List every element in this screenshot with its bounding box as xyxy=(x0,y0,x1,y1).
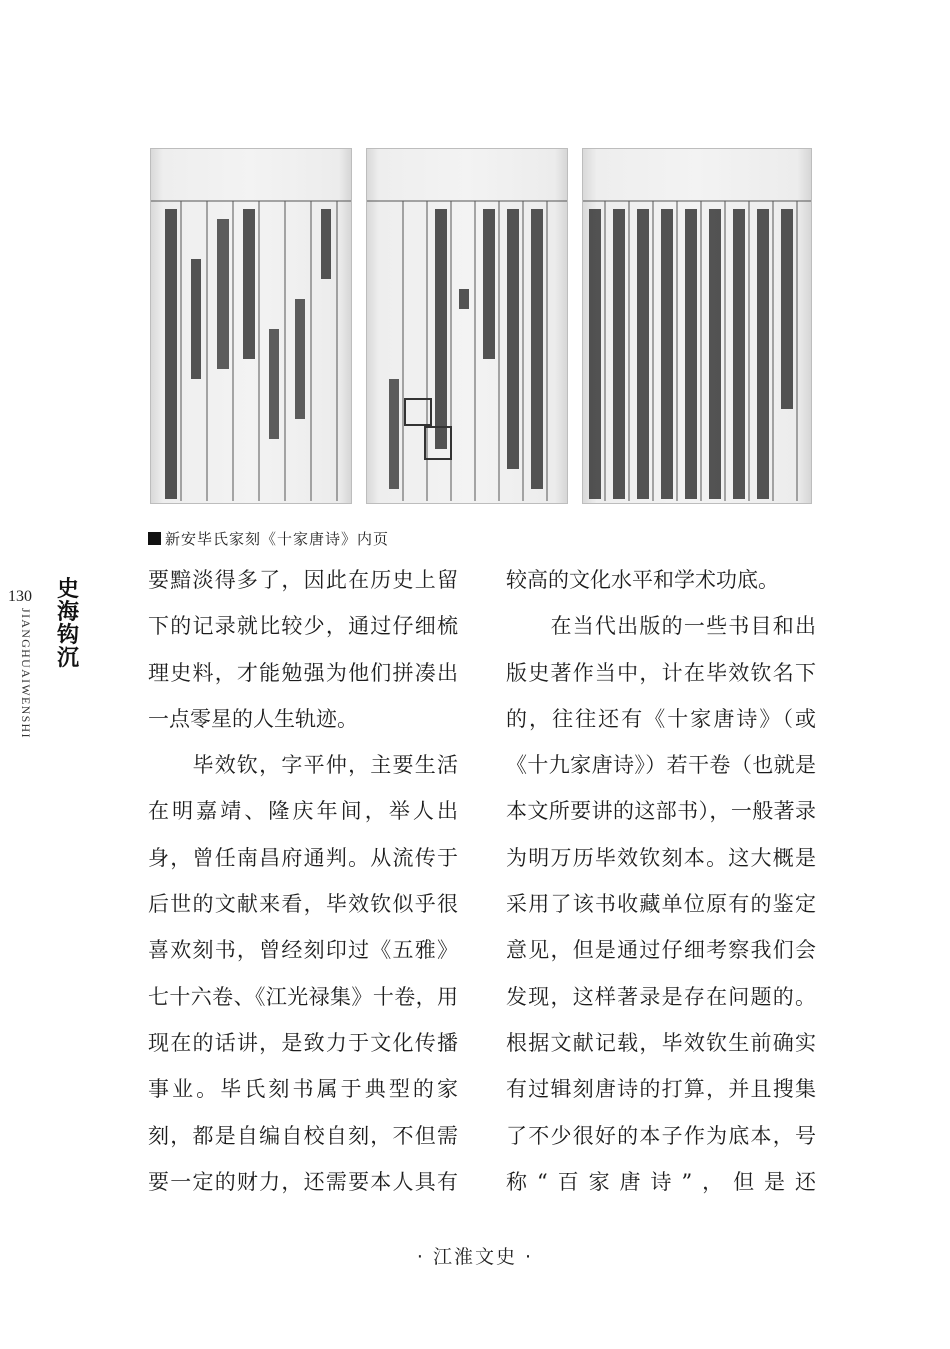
book-photos xyxy=(150,148,812,504)
book-page-left-illustration xyxy=(151,149,352,504)
journal-footer: · 江淮文史 · xyxy=(416,1246,534,1268)
book-page-right-illustration xyxy=(583,149,812,504)
paragraph: 较高的文化水平和学术功底。 xyxy=(506,568,779,592)
paragraph: 要黯淡得多了，因此在历史上留下的记录就比较少，通过仔细梳理史料，才能勉强为他们拼凑出一点零星的人生轨迹。 xyxy=(148,568,458,731)
article-column-left xyxy=(148,557,458,1205)
caption-text: 新安毕氏家刻《十家唐诗》内页 xyxy=(165,530,390,548)
photo-book-page-right xyxy=(582,148,812,504)
figure-caption xyxy=(148,528,389,549)
paragraph: 在当代出版的一些书目和出版史著作当中，计在毕效钦名下的，往往还有《十家唐诗》（或《十九家唐诗》）若干卷（也就是本文所要讲的这部书），一般著录为明万历毕效钦刻本。这大概是采用了该书收藏单位原有的鉴定意见，但是通过仔细考察我们会发现，这样著录是存在问题的。根据文献记载，毕效钦生前确实有过辑刻唐诗的打算，并且搜集了不少很好的本子作为底本，号称“百家唐诗”，但是还 xyxy=(506,614,816,1194)
photo-book-page-middle xyxy=(366,148,568,504)
paragraph: 毕效钦，字平仲，主要生活在明嘉靖、隆庆年间，举人出身，曾任南昌府通判。从流传于后世的文献来看，毕效钦似乎很喜欢刻书，曾经刻印过《五雅》七十六卷、《江光禄集》十卷，用现在的话讲，是致力于文化传播事业。毕氏刻书属于典型的家刻，都是自编自校自刻，不但需要一定的财力，还需要本人具有 xyxy=(148,753,458,1194)
photo-book-page-left xyxy=(150,148,352,504)
book-page-middle-illustration xyxy=(367,149,568,504)
section-title: 史海钩沉 xyxy=(57,577,80,671)
page-number: 130 xyxy=(8,588,32,605)
caption-square-icon xyxy=(148,532,161,545)
article-column-right xyxy=(506,557,816,1205)
section-title-pinyin: JIANGHUAIWENSHI xyxy=(19,608,33,739)
